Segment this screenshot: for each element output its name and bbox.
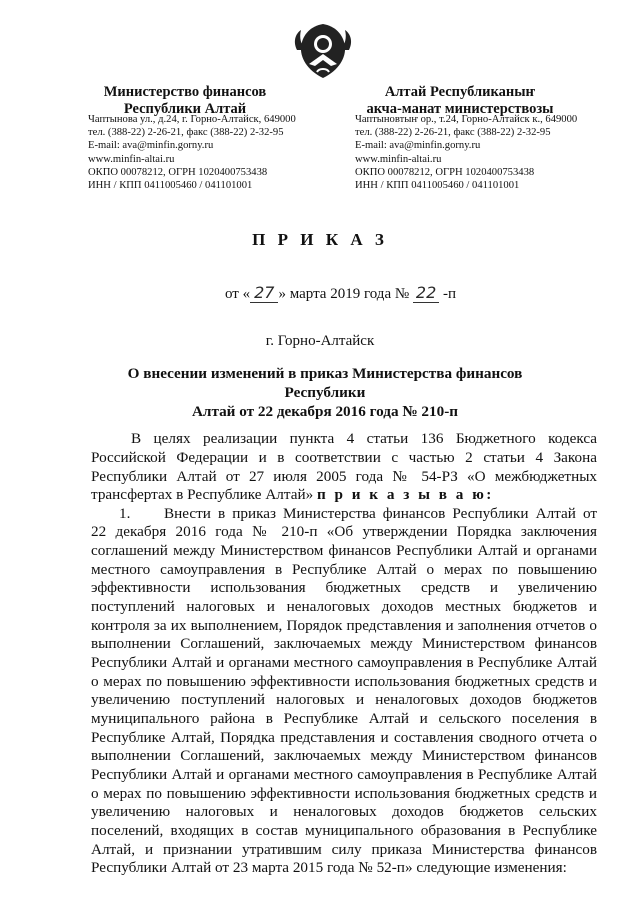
contact-website: www.minfin-altai.ru bbox=[355, 153, 442, 165]
date-suffix: -п bbox=[443, 286, 457, 302]
order-keyword: п р и к а з ы в а ю: bbox=[316, 486, 494, 503]
item-line: о мерах по повышению эффективности использования бюджетных средств и bbox=[91, 673, 597, 690]
order-title-line: О внесении изменений в приказ Министерства финансов Республики bbox=[127, 365, 523, 401]
ministry-name-line: Республики Алтай bbox=[123, 101, 247, 117]
item-last-line: Республики Алтай от 23 марта 2015 года № 52-п» следующие изменения: bbox=[91, 859, 567, 876]
item-line: увеличению поступлений налоговых и неналоговых доходов бюджетов bbox=[91, 691, 597, 708]
contact-address: Чаптыновтыҥ ор., т.24, Горно-Алтайск к., 649000 bbox=[355, 114, 578, 125]
document-type-heading: П Р И К А З bbox=[252, 230, 388, 249]
contact-block-altai bbox=[355, 113, 577, 192]
item-line: контроля за их выполнением, Порядок представления и заполнения отчетов о bbox=[91, 617, 597, 634]
preamble-line: Республики Алтай от 27 июля 2005 года № 54-РЗ «О межбюджетных bbox=[91, 468, 597, 485]
ministry-name-line: Министерство финансов bbox=[103, 84, 267, 100]
order-title-line: Алтай от 22 декабря 2016 года № 210-п bbox=[191, 403, 459, 420]
item-line: Республики Алтай и органами местного самоуправления в Республике Алтай bbox=[91, 766, 597, 783]
ministry-name-line: акча-манат министерствозы bbox=[366, 101, 554, 117]
order-title bbox=[90, 364, 560, 421]
item-line: выполнении Соглашений, заключаемых между Министерством финансов bbox=[91, 747, 597, 764]
contact-inn: ИНН / КПП 0411005460 / 041101001 bbox=[88, 180, 253, 192]
coat-of-arms-icon bbox=[289, 20, 357, 84]
contact-okpo: ОКПО 00078212, ОГРН 1020400753438 bbox=[355, 166, 535, 178]
contact-phone: тел. (388-22) 2-26-21, факс (388-22) 2-32-95 bbox=[355, 127, 551, 139]
item-line: поселений, входящих в состав муниципального образования в Республике bbox=[91, 822, 597, 839]
date-middle: » марта 2019 года № bbox=[278, 286, 410, 302]
order-date-line bbox=[225, 283, 456, 303]
preamble-last-line bbox=[91, 486, 597, 505]
contact-inn: ИНН / КПП 0411005460 / 041101001 bbox=[355, 180, 520, 192]
item-first-line: Внести в приказ Министерства финансов Республики Алтай от bbox=[164, 505, 597, 522]
item-line: Алтай, и признании утратившим силу приказа Министерства финансов bbox=[91, 841, 597, 858]
item-line: муниципального района в Республике Алтай и сельского поселения в bbox=[91, 710, 597, 727]
contact-phone: тел. (388-22) 2-26-21, факс (388-22) 2-32-95 bbox=[88, 127, 284, 139]
handwritten-day: 27 bbox=[250, 283, 278, 303]
preamble-line: Российской Федерации и в соответствии с частью 2 статьи 4 Закона bbox=[91, 449, 597, 466]
handwritten-order-number: 22 bbox=[413, 283, 439, 303]
item-line: эффективности использования бюджетных средств и увеличению bbox=[91, 579, 597, 596]
contact-email: E-mail: ava@minfin.gorny.ru bbox=[355, 140, 481, 152]
item-line: увеличению налоговых и неналоговых доходов бюджетов сельских bbox=[91, 803, 597, 820]
item-line: 22 декабря 2016 года № 210-п «Об утверждении Порядка заключения bbox=[91, 523, 597, 540]
date-prefix: от « bbox=[225, 286, 251, 302]
item-line: о мерах по повышению эффективности использования бюджетных средств и bbox=[91, 785, 597, 802]
contact-okpo: ОКПО 00078212, ОГРН 1020400753438 bbox=[88, 166, 268, 178]
ministry-name-line: Алтай Республиканыҥ bbox=[384, 84, 536, 100]
item-line: местного самоуправления в Республике Алтай о мерах по повышению bbox=[91, 561, 597, 578]
item-line: Республике Алтай, Порядка представления и составления сводного отчета о bbox=[91, 729, 597, 746]
contact-address: Чаптынова ул., д.24, г. Горно-Алтайск, 649000 bbox=[88, 114, 296, 125]
item-number: 1. bbox=[119, 505, 131, 522]
contact-website: www.minfin-altai.ru bbox=[88, 153, 175, 165]
contact-block-russian bbox=[88, 113, 296, 192]
contact-email: E-mail: ava@minfin.gorny.ru bbox=[88, 140, 214, 152]
preamble-line: В целях реализации пункта 4 статьи 136 Бюджетного кодекса bbox=[131, 430, 597, 447]
item-line: поступлений налоговых и неналоговых доходов местных бюджетов и bbox=[91, 598, 597, 615]
item-line: выполнении Соглашений, заключаемых между Министерством финансов bbox=[91, 635, 597, 652]
item-line: соглашений между Министерством финансов Республики Алтай и органами bbox=[91, 542, 597, 559]
city-name: г. Горно-Алтайск bbox=[265, 333, 375, 349]
preamble-last-text: трансфертах в Республике Алтай» bbox=[91, 486, 314, 503]
item-line: Республики Алтай и органами местного самоуправления в Республике Алтай bbox=[91, 654, 597, 671]
